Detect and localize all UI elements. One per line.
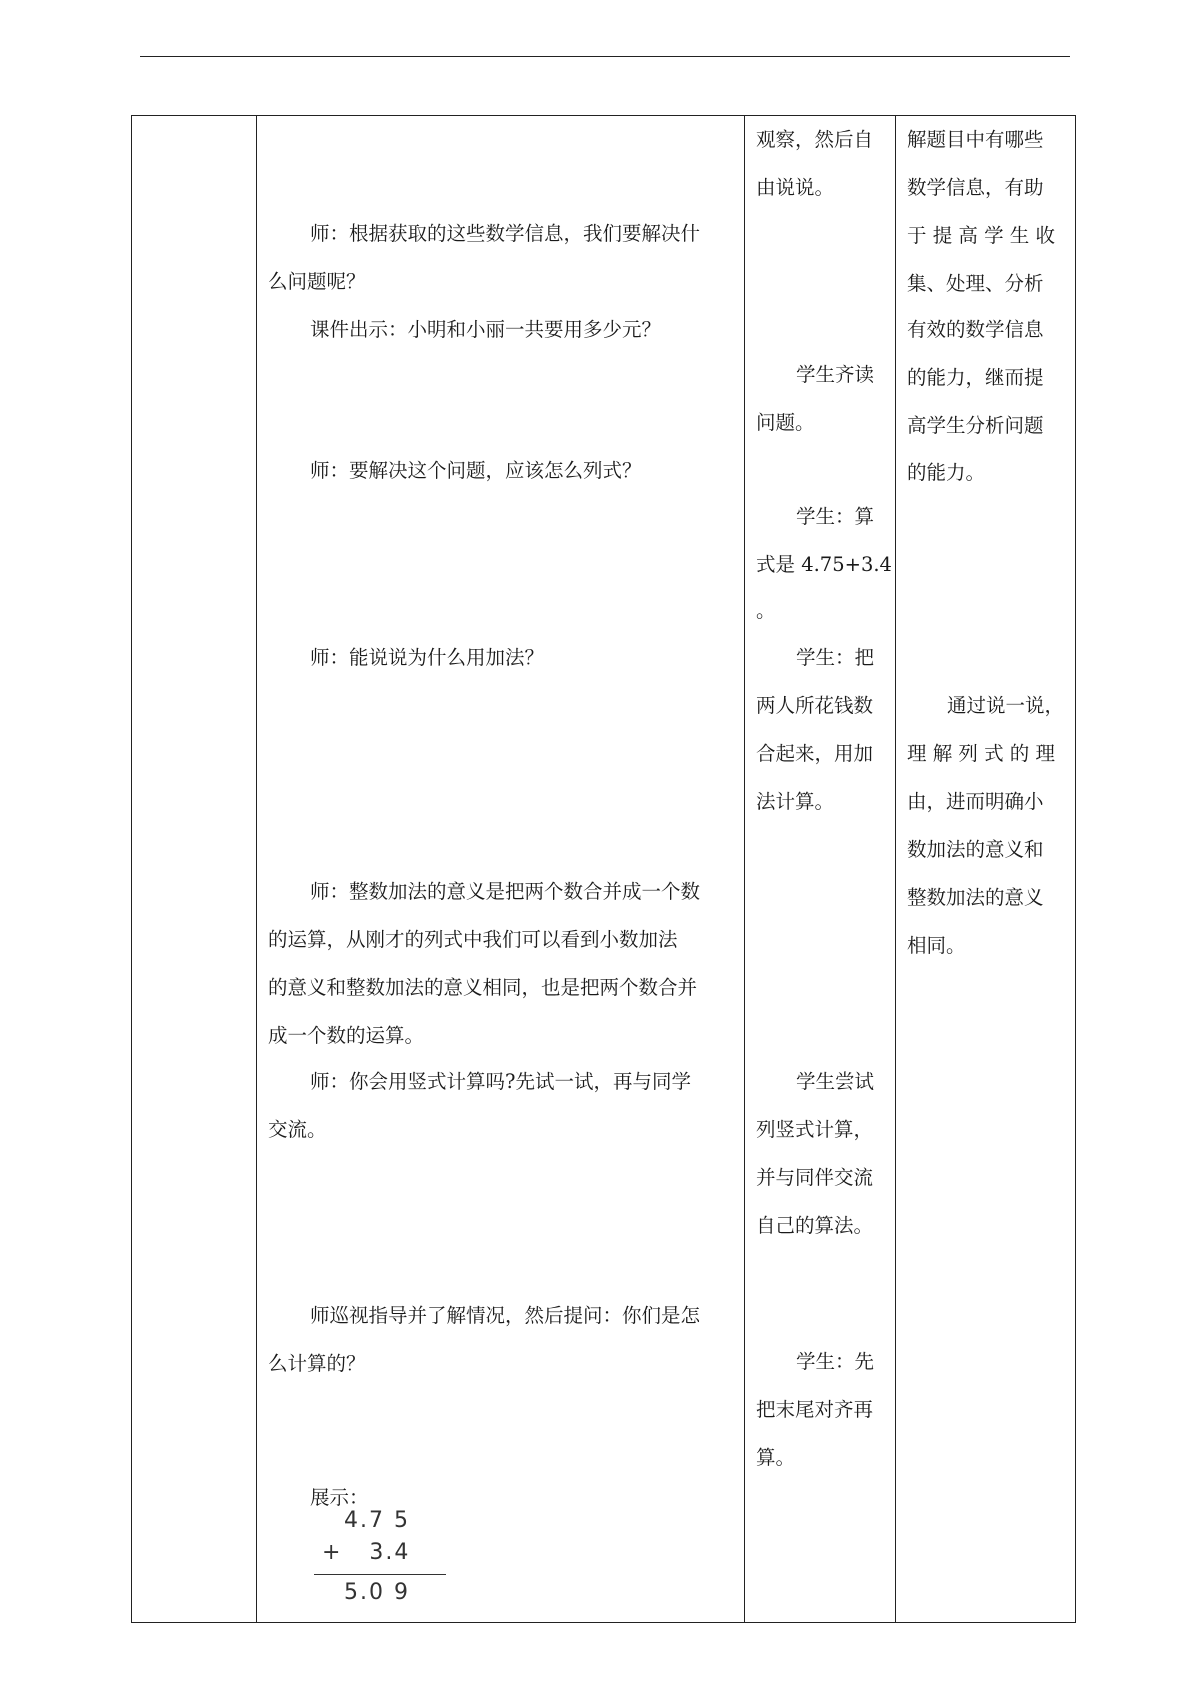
teacher-line: 课件出示：小明和小丽一共要用多少元？	[310, 318, 662, 341]
intent-line: 数加法的意义和	[907, 838, 1044, 861]
student-line: 学生齐读	[796, 363, 875, 386]
intent-line: 通过说一说，	[947, 694, 1065, 717]
column-divider-1	[256, 116, 257, 1622]
lesson-table	[131, 115, 1076, 1623]
student-line: 问题。	[756, 411, 815, 434]
student-line: 学生：先	[796, 1350, 875, 1373]
intent-line: 由，进而明确小	[907, 790, 1044, 813]
intent-line: 高学生分析问题	[907, 414, 1044, 437]
calc-addend-2: + 3.4	[322, 1540, 411, 1565]
teacher-line: 师：要解决这个问题，应该怎么列式？	[310, 459, 642, 482]
student-line: 把末尾对齐再	[756, 1398, 874, 1421]
header-rule	[140, 56, 1070, 57]
teacher-line: 师：根据获取的这些数学信息，我们要解决什	[310, 222, 701, 245]
column-divider-2	[744, 116, 745, 1622]
student-line: 并与同伴交流	[756, 1166, 874, 1189]
teacher-line: 师巡视指导并了解情况，然后提问：你们是怎	[310, 1304, 701, 1327]
teacher-line: 么计算的？	[268, 1352, 366, 1375]
teacher-line: 师：你会用竖式计算吗?先试一试，再与同学	[310, 1070, 691, 1093]
student-line: 式是 4.75+3.4	[756, 553, 892, 576]
intent-line: 解题目中有哪些	[907, 128, 1044, 151]
student-line: 学生：把	[796, 646, 875, 669]
intent-line: 的能力，继而提	[907, 366, 1044, 389]
intent-line: 集、处理、分析	[907, 272, 1044, 295]
intent-line: 有效的数学信息	[907, 318, 1044, 341]
calc-addend-1: 4.7 5	[344, 1508, 410, 1533]
student-line: 两人所花钱数	[756, 694, 874, 717]
column-divider-3	[895, 116, 896, 1622]
teacher-line: 的运算，从刚才的列式中我们可以看到小数加法	[268, 928, 678, 951]
intent-line: 数学信息，有助	[907, 176, 1044, 199]
teacher-line: 么问题呢？	[268, 270, 366, 293]
student-line: 自己的算法。	[756, 1214, 874, 1237]
intent-line: 理 解 列 式 的 理	[907, 742, 1055, 765]
teacher-line: 师：能说说为什么用加法？	[310, 646, 545, 669]
student-line: 列竖式计算，	[756, 1118, 874, 1141]
student-line: 学生：算	[796, 505, 875, 528]
intent-line: 整数加法的意义	[907, 886, 1044, 909]
calc-sum-line	[314, 1574, 446, 1575]
student-line: 算。	[756, 1446, 796, 1469]
teacher-line: 展示：	[310, 1486, 369, 1509]
intent-line: 于 提 高 学 生 收	[907, 224, 1055, 247]
teacher-line: 成一个数的运算。	[268, 1024, 425, 1047]
intent-line: 相同。	[907, 934, 966, 957]
teacher-line: 交流。	[268, 1118, 327, 1141]
student-line: 法计算。	[756, 790, 835, 813]
student-line: 观察，然后自	[756, 128, 874, 151]
student-line: 学生尝试	[796, 1070, 875, 1093]
calc-result: 5.0 9	[344, 1580, 410, 1605]
teacher-line: 的意义和整数加法的意义相同，也是把两个数合并	[268, 976, 698, 999]
intent-line: 的能力。	[907, 461, 986, 484]
student-line: 。	[756, 599, 776, 622]
student-line: 合起来，用加	[756, 742, 874, 765]
teacher-line: 师：整数加法的意义是把两个数合并成一个数	[310, 880, 701, 903]
student-line: 由说说。	[756, 176, 835, 199]
